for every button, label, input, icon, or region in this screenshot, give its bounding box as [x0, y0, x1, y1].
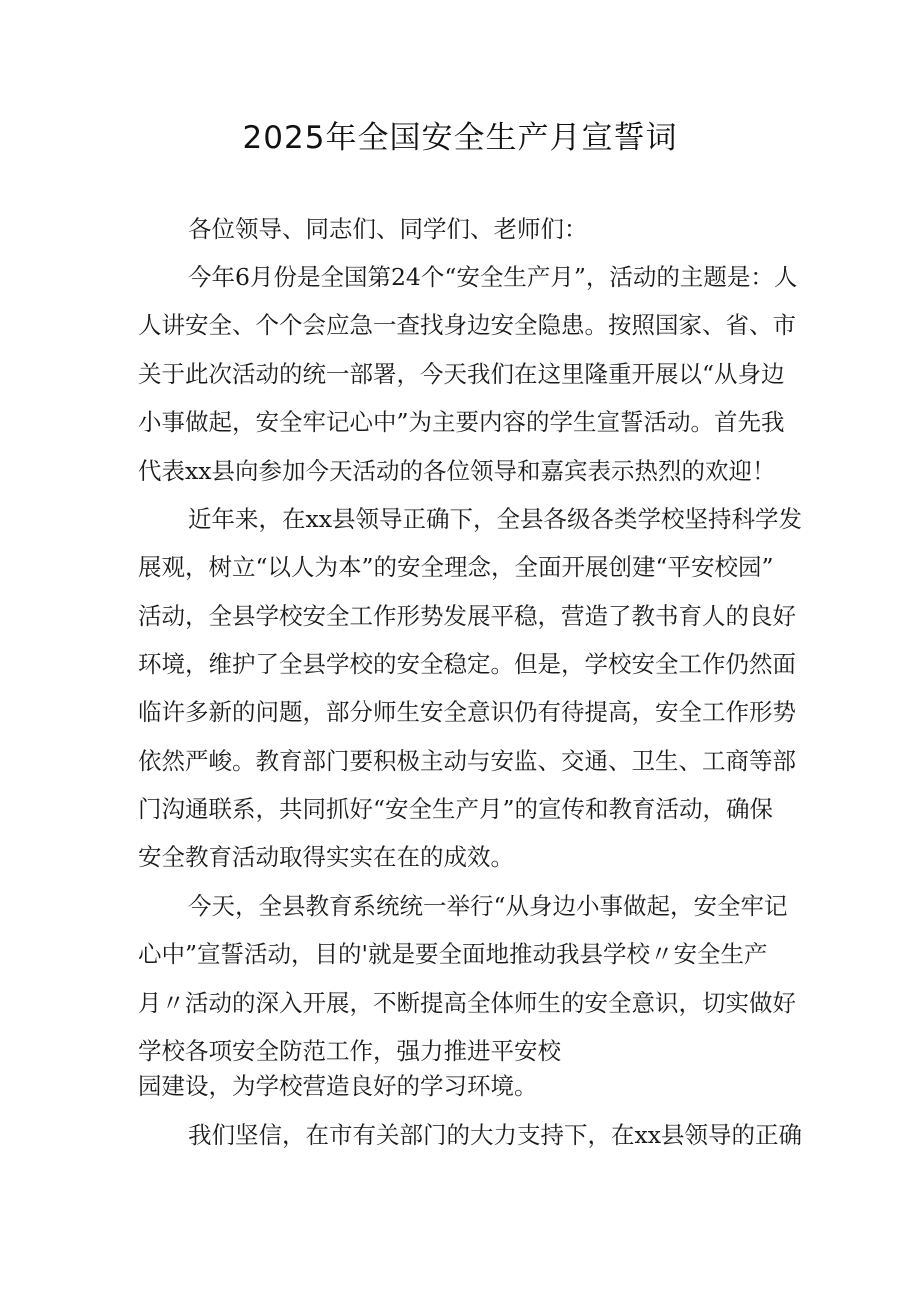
paragraph-3-line-2: 心中”宣誓活动，目的'就是要全面地推动我县学校〃安全生产	[138, 940, 768, 968]
paragraph-2-line-5: 临许多新的问题，部分师生安全意识仍有待提高，安全工作形势	[138, 698, 796, 726]
paragraph-2-line-2: 展观，树立“以人为本”的安全理念，全面开展创建“平安校园”	[138, 553, 774, 581]
paragraph-1-line-4: 小事做起，安全牢记心中”为主要内容的学生宣誓活动。首先我	[138, 408, 785, 436]
paragraph-3-line-3: 月〃活动的深入开展，不断提高全体师生的安全意识，切实做好	[138, 989, 796, 1017]
paragraph-2-line-6: 依然严峻。教育部门要积极主动与安监、交通、卫生、工商等部	[138, 747, 796, 775]
paragraph-1-line-3: 关于此次活动的统一部署，今天我们在这里隆重开展以“从身边	[138, 360, 785, 388]
paragraph-2-line-7: 门沟通联系，共同抓好“安全生产月”的宣传和教育活动，确保	[138, 795, 774, 823]
salutation: 各位领导、同志们、同学们、老师们：	[188, 215, 588, 243]
paragraph-2-line-8: 安全教育活动取得实实在在的成效。	[138, 843, 514, 871]
document-title: 2025年全国安全生产月宣誓词	[242, 120, 678, 156]
paragraph-2-line-1: 近年来，在xx县领导正确下，全县各级各类学校坚持科学发	[188, 505, 803, 533]
paragraph-3-line-1: 今天，全县教育系统统一举行“从身边小事做起，安全牢记	[188, 892, 788, 920]
paragraph-1-line-1: 今年6月份是全国第24个“安全生产月”，活动的主题是：人	[188, 263, 798, 291]
paragraph-1-line-2: 人讲安全、个个会应急一查找身边安全隐患。按照国家、省、市	[138, 311, 796, 339]
paragraph-3-line-5: 园建设，为学校营造良好的学习环境。	[138, 1072, 538, 1100]
paragraph-2-line-3: 活动，全县学校安全工作形势发展平稳，营造了教书育人的良好	[138, 602, 796, 630]
paragraph-1-line-5: 代表xx县向参加今天活动的各位领导和嘉宾表示热烈的欢迎！	[138, 457, 776, 485]
paragraph-2-line-4: 环境，维护了全县学校的安全稳定。但是，学校安全工作仍然面	[138, 650, 796, 678]
paragraph-3-line-4: 学校各项安全防范工作，强力推进平安校	[138, 1037, 561, 1065]
paragraph-4-line-1: 我们坚信，在市有关部门的大力支持下，在xx县领导的正确	[188, 1121, 803, 1149]
